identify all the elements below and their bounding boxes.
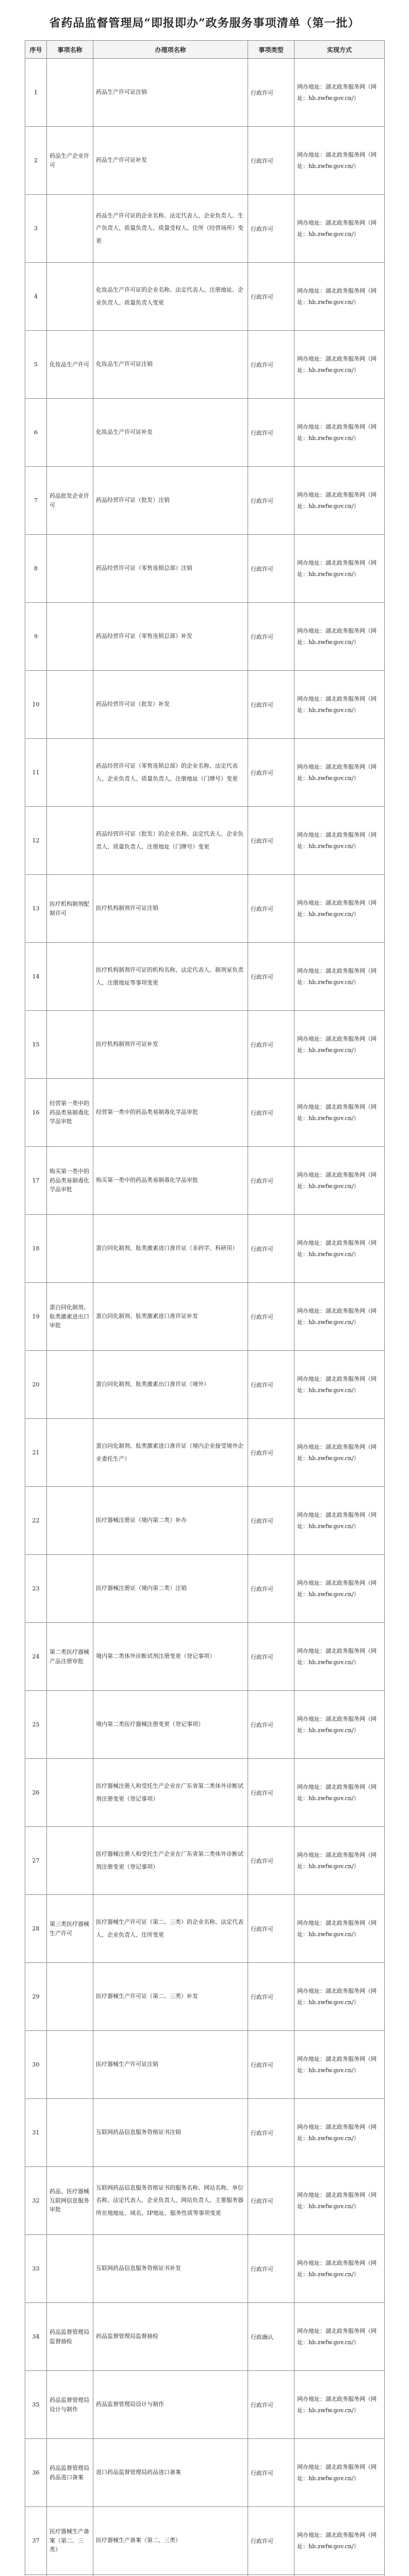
table-row bbox=[25, 2235, 385, 2303]
row-no: 29 bbox=[25, 1963, 47, 2031]
row-mode: 网办地址：湖北政务服务网（网址：hb.zwfw.gov.cn/） bbox=[295, 807, 385, 875]
row-type: 行政许可 bbox=[248, 1215, 295, 1283]
row-item: 医疗机构制剂许可证补发 bbox=[93, 1011, 248, 1079]
row-no: 30 bbox=[25, 2031, 47, 2099]
row-item: 医疗器械注册人和受托生产企业在广东省第二类体外诊断试剂注册变更（登记事项） bbox=[93, 1759, 248, 1827]
row-item: 药品生产许可证补发 bbox=[93, 127, 248, 195]
row-category: 药品批发企业许可 bbox=[47, 467, 93, 535]
row-no: 17 bbox=[25, 1147, 47, 1215]
row-type: 行政许可 bbox=[248, 739, 295, 807]
row-category bbox=[47, 603, 93, 671]
row-item: 药品经营许可证（批发）补发 bbox=[93, 671, 248, 739]
table-row bbox=[25, 2371, 385, 2439]
header-type: 事项类型 bbox=[248, 41, 295, 59]
row-type: 行政许可 bbox=[248, 2439, 295, 2507]
row-no: 2 bbox=[25, 127, 47, 195]
row-item: 药品监督管理局监督抽检 bbox=[93, 2303, 248, 2371]
row-type: 行政许可 bbox=[248, 1691, 295, 1759]
row-mode: 网办地址：湖北政务服务网（网址：hb.zwfw.gov.cn/） bbox=[295, 127, 385, 195]
row-no: 4 bbox=[25, 263, 47, 331]
row-mode: 网办地址：湖北政务服务网（网址：hb.zwfw.gov.cn/） bbox=[295, 2235, 385, 2303]
row-no: 18 bbox=[25, 1215, 47, 1283]
row-category bbox=[47, 1351, 93, 1419]
row-item: 蛋白同化制剂、肽类激素进口准许证（境内企业接受境外企业委托生产） bbox=[93, 1419, 248, 1487]
row-category bbox=[47, 1759, 93, 1827]
row-no: 25 bbox=[25, 1691, 47, 1759]
row-type: 行政许可 bbox=[248, 2031, 295, 2099]
row-category bbox=[47, 1827, 93, 1895]
table-row bbox=[25, 1759, 385, 1827]
row-category bbox=[47, 1215, 93, 1283]
row-mode: 网办地址：湖北政务服务网（网址：hb.zwfw.gov.cn/） bbox=[295, 195, 385, 263]
table-row bbox=[25, 1487, 385, 1555]
row-category bbox=[47, 2235, 93, 2303]
table-row bbox=[25, 399, 385, 467]
row-type: 行政许可 bbox=[248, 875, 295, 943]
row-type: 行政许可 bbox=[248, 1283, 295, 1351]
row-category: 药品生产企业许可 bbox=[47, 127, 93, 195]
row-item: 蛋白同化制剂、肽类激素进口准许证（非药学、科研用） bbox=[93, 1215, 248, 1283]
row-no: 20 bbox=[25, 1351, 47, 1419]
row-no: 10 bbox=[25, 671, 47, 739]
row-category: 医疗器械生产备案（第二、三类） bbox=[47, 2507, 93, 2575]
row-item: 医疗机构制剂许可证注销 bbox=[93, 875, 248, 943]
row-no: 19 bbox=[25, 1283, 47, 1351]
table-row bbox=[25, 739, 385, 807]
table-row bbox=[25, 195, 385, 263]
row-mode: 网办地址：湖北政务服务网（网址：hb.zwfw.gov.cn/） bbox=[295, 1011, 385, 1079]
table-row bbox=[25, 671, 385, 739]
row-category bbox=[47, 2031, 93, 2099]
row-no: 7 bbox=[25, 467, 47, 535]
table-row bbox=[25, 1079, 385, 1147]
row-no: 36 bbox=[25, 2439, 47, 2507]
row-category bbox=[47, 535, 93, 603]
row-category: 第二类医疗器械产品注册审批 bbox=[47, 1623, 93, 1691]
row-type: 行政许可 bbox=[248, 1079, 295, 1147]
table-row bbox=[25, 59, 385, 127]
row-category bbox=[47, 1963, 93, 2031]
row-type: 行政许可 bbox=[248, 1011, 295, 1079]
row-item: 互联网药品信息服务资格证书补发 bbox=[93, 2235, 248, 2303]
table-row bbox=[25, 1283, 385, 1351]
row-mode: 网办地址：湖北政务服务网（网址：hb.zwfw.gov.cn/） bbox=[295, 1555, 385, 1623]
table-row bbox=[25, 807, 385, 875]
row-item: 医疗器械注册人和受托生产企业在广东省第二类体外诊断试剂注册变更（登记事项） bbox=[93, 1827, 248, 1895]
row-item: 药品经营许可证（零售连锁总部）补发 bbox=[93, 603, 248, 671]
header-no: 序号 bbox=[25, 41, 47, 59]
row-mode: 网办地址：湖北政务服务网（网址：hb.zwfw.gov.cn/） bbox=[295, 2371, 385, 2439]
table-header-row bbox=[25, 41, 385, 59]
row-category bbox=[47, 399, 93, 467]
row-no: 15 bbox=[25, 1011, 47, 1079]
row-no: 24 bbox=[25, 1623, 47, 1691]
row-type: 行政许可 bbox=[248, 127, 295, 195]
row-no: 1 bbox=[25, 59, 47, 127]
row-item: 药品监督管理局设计与制作 bbox=[93, 2371, 248, 2439]
row-no: 34 bbox=[25, 2303, 47, 2371]
row-mode: 网办地址：湖北政务服务网（网址：hb.zwfw.gov.cn/） bbox=[295, 2439, 385, 2507]
row-no: 31 bbox=[25, 2099, 47, 2167]
table-row bbox=[25, 943, 385, 1011]
row-mode: 网办地址：湖北政务服务网（网址：hb.zwfw.gov.cn/） bbox=[295, 263, 385, 331]
row-mode: 网办地址：湖北政务服务网（网址：hb.zwfw.gov.cn/） bbox=[295, 1827, 385, 1895]
row-no: 11 bbox=[25, 739, 47, 807]
row-item: 境内第二类体外诊断试剂注册变更（登记事项） bbox=[93, 1623, 248, 1691]
table-row bbox=[25, 875, 385, 943]
row-type: 行政许可 bbox=[248, 2507, 295, 2575]
row-mode: 网办地址：湖北政务服务网（网址：hb.zwfw.gov.cn/） bbox=[295, 671, 385, 739]
row-item: 医疗器械生产许可证注销 bbox=[93, 2031, 248, 2099]
row-type: 行政许可 bbox=[248, 1147, 295, 1215]
row-mode: 网办地址：湖北政务服务网（网址：hb.zwfw.gov.cn/） bbox=[295, 603, 385, 671]
row-type: 行政许可 bbox=[248, 603, 295, 671]
row-no: 37 bbox=[25, 2507, 47, 2575]
row-category: 蛋白同化制剂、肽类激素进出口审批 bbox=[47, 1283, 93, 1351]
row-mode: 网办地址：湖北政务服务网（网址：hb.zwfw.gov.cn/） bbox=[295, 2167, 385, 2235]
row-item: 化妆品生产许可证的企业名称、法定代表人、注册地址、企业负责人、质量负责人变更 bbox=[93, 263, 248, 331]
row-item: 购买第一类中的药品类易制毒化学品审批 bbox=[93, 1147, 248, 1215]
row-mode: 网办地址：湖北政务服务网（网址：hb.zwfw.gov.cn/） bbox=[295, 399, 385, 467]
row-type: 行政许可 bbox=[248, 1759, 295, 1827]
row-no: 13 bbox=[25, 875, 47, 943]
row-type: 行政许可 bbox=[248, 2099, 295, 2167]
row-no: 16 bbox=[25, 1079, 47, 1147]
page-title: 省药品监督管理局“即报即办”政务服务事项清单（第一批） bbox=[49, 16, 360, 30]
row-mode: 网办地址：湖北政务服务网（网址：hb.zwfw.gov.cn/） bbox=[295, 535, 385, 603]
row-mode: 网办地址：湖北政务服务网（网址：hb.zwfw.gov.cn/） bbox=[295, 1623, 385, 1691]
table-row bbox=[25, 1351, 385, 1419]
row-mode: 网办地址：湖北政务服务网（网址：hb.zwfw.gov.cn/） bbox=[295, 1691, 385, 1759]
row-no: 22 bbox=[25, 1487, 47, 1555]
row-category bbox=[47, 739, 93, 807]
row-mode: 网办地址：湖北政务服务网（网址：hb.zwfw.gov.cn/） bbox=[295, 2507, 385, 2575]
table-row bbox=[25, 263, 385, 331]
row-mode: 网办地址：湖北政务服务网（网址：hb.zwfw.gov.cn/） bbox=[295, 739, 385, 807]
row-mode: 网办地址：湖北政务服务网（网址：hb.zwfw.gov.cn/） bbox=[295, 2031, 385, 2099]
row-item: 医疗器械注册证（境内第二类）补办 bbox=[93, 1487, 248, 1555]
table-row bbox=[25, 1963, 385, 2031]
row-category: 化妆品生产许可 bbox=[47, 331, 93, 399]
table-row bbox=[25, 2167, 385, 2235]
row-mode: 网办地址：湖北政务服务网（网址：hb.zwfw.gov.cn/） bbox=[295, 943, 385, 1011]
row-no: 9 bbox=[25, 603, 47, 671]
row-no: 6 bbox=[25, 399, 47, 467]
row-item: 互联网药品信息服务资格证书的服务名称、网站名称、单位名称、法定代表人、企业负责人、网站负责人、主要服务器所在地地址、域名、IP地址、服务性质等事项变更 bbox=[93, 2167, 248, 2235]
row-type: 行政许可 bbox=[248, 331, 295, 399]
row-item: 化妆品生产许可证注销 bbox=[93, 331, 248, 399]
row-mode: 网办地址：湖北政务服务网（网址：hb.zwfw.gov.cn/） bbox=[295, 1147, 385, 1215]
row-mode: 网办地址：湖北政务服务网（网址：hb.zwfw.gov.cn/） bbox=[295, 1283, 385, 1351]
row-type: 行政许可 bbox=[248, 1963, 295, 2031]
table-row bbox=[25, 1555, 385, 1623]
row-mode: 网办地址：湖北政务服务网（网址：hb.zwfw.gov.cn/） bbox=[295, 1759, 385, 1827]
row-mode: 网办地址：湖北政务服务网（网址：hb.zwfw.gov.cn/） bbox=[295, 875, 385, 943]
row-no: 12 bbox=[25, 807, 47, 875]
row-mode: 网办地址：湖北政务服务网（网址：hb.zwfw.gov.cn/） bbox=[295, 1079, 385, 1147]
table-row bbox=[25, 1147, 385, 1215]
row-category: 药品监督管理局设计与制作 bbox=[47, 2371, 93, 2439]
row-type: 行政许可 bbox=[248, 1895, 295, 1963]
header-category: 事项名称 bbox=[47, 41, 93, 59]
row-no: 8 bbox=[25, 535, 47, 603]
row-mode: 网办地址：湖北政务服务网（网址：hb.zwfw.gov.cn/） bbox=[295, 1487, 385, 1555]
row-category bbox=[47, 263, 93, 331]
row-type: 行政许可 bbox=[248, 2167, 295, 2235]
row-item: 医疗机构制剂许可证的机构名称、法定代表人、制剂室负责人、注册地址等事项变更 bbox=[93, 943, 248, 1011]
row-item: 药品经营许可证（批发）的企业名称、法定代表人、企业负责人、质量负责人、注册地址（门牌号）变更 bbox=[93, 807, 248, 875]
row-item: 药品生产许可证注销 bbox=[93, 59, 248, 127]
service-items-table bbox=[25, 40, 385, 2576]
row-type: 行政许可 bbox=[248, 2235, 295, 2303]
row-no: 3 bbox=[25, 195, 47, 263]
table-row bbox=[25, 1691, 385, 1759]
row-no: 5 bbox=[25, 331, 47, 399]
table-row bbox=[25, 1623, 385, 1691]
row-type: 行政许可 bbox=[248, 1419, 295, 1487]
row-mode: 网办地址：湖北政务服务网（网址：hb.zwfw.gov.cn/） bbox=[295, 1215, 385, 1283]
row-no: 14 bbox=[25, 943, 47, 1011]
table-row bbox=[25, 2031, 385, 2099]
row-item: 医疗器械生产许可证（第二、三类）的企业名称、法定代表人、企业负责人、住所变更 bbox=[93, 1895, 248, 1963]
row-item: 互联网药品信息服务资格证书注销 bbox=[93, 2099, 248, 2167]
row-type: 行政许可 bbox=[248, 195, 295, 263]
row-mode: 网办地址：湖北政务服务网（网址：hb.zwfw.gov.cn/） bbox=[295, 1963, 385, 2031]
table-row bbox=[25, 1895, 385, 1963]
row-type: 行政许可 bbox=[248, 59, 295, 127]
row-no: 26 bbox=[25, 1759, 47, 1827]
row-item: 药品经营许可证（批发）注销 bbox=[93, 467, 248, 535]
row-type: 行政许可 bbox=[248, 467, 295, 535]
row-no: 35 bbox=[25, 2371, 47, 2439]
row-item: 医疗器械生产备案（第二、三类） bbox=[93, 2507, 248, 2575]
row-item: 药品经营许可证（零售连锁总部）注销 bbox=[93, 535, 248, 603]
row-mode: 网办地址：湖北政务服务网（网址：hb.zwfw.gov.cn/） bbox=[295, 1419, 385, 1487]
row-item: 药品生产许可证的企业名称、法定代表人、企业负责人、生产负责人、质量负责人、质量受权人、住所（经营场所）变更 bbox=[93, 195, 248, 263]
table-row bbox=[25, 603, 385, 671]
row-type: 行政许可 bbox=[248, 263, 295, 331]
row-category: 经营第一类中的药品类易制毒化学品审批 bbox=[47, 1079, 93, 1147]
row-item: 蛋白同化制剂、肽类激素进口准许证补发 bbox=[93, 1283, 248, 1351]
header-item: 办理项名称 bbox=[93, 41, 248, 59]
row-item: 化妆品生产许可证补发 bbox=[93, 399, 248, 467]
row-type: 行政许可 bbox=[248, 1623, 295, 1691]
row-item: 药品经营许可证（零售连锁总部）的企业名称、法定代表人、企业负责人、质量负责人、注册地址（门牌号）变更 bbox=[93, 739, 248, 807]
row-mode: 网办地址：湖北政务服务网（网址：hb.zwfw.gov.cn/） bbox=[295, 331, 385, 399]
table-row bbox=[25, 2303, 385, 2371]
row-category: 药品监督管理局药品进口备案 bbox=[47, 2439, 93, 2507]
row-mode: 网办地址：湖北政务服务网（网址：hb.zwfw.gov.cn/） bbox=[295, 2303, 385, 2371]
row-category: 购买第一类中的药品类易制毒化学品审批 bbox=[47, 1147, 93, 1215]
row-item: 进口药品监督管理局药品进口备案 bbox=[93, 2439, 248, 2507]
row-category bbox=[47, 943, 93, 1011]
row-category: 医疗机构制剂配制许可 bbox=[47, 875, 93, 943]
row-mode: 网办地址：湖北政务服务网（网址：hb.zwfw.gov.cn/） bbox=[295, 1895, 385, 1963]
table-row bbox=[25, 1011, 385, 1079]
row-item: 境内第二类医疗器械注册变更（登记事项） bbox=[93, 1691, 248, 1759]
table-row bbox=[25, 1827, 385, 1895]
row-category bbox=[47, 1487, 93, 1555]
row-type: 行政许可 bbox=[248, 1555, 295, 1623]
header-mode: 实现方式 bbox=[295, 41, 385, 59]
row-category bbox=[47, 807, 93, 875]
row-type: 行政许可 bbox=[248, 399, 295, 467]
row-type: 行政许可 bbox=[248, 671, 295, 739]
row-item: 医疗器械注册证（境内第二类）注销 bbox=[93, 1555, 248, 1623]
row-category bbox=[47, 1419, 93, 1487]
row-category bbox=[47, 1555, 93, 1623]
row-category: 药品、医疗器械互联网信息服务审批 bbox=[47, 2167, 93, 2235]
row-type: 行政许可 bbox=[248, 1827, 295, 1895]
table-row bbox=[25, 1215, 385, 1283]
row-no: 28 bbox=[25, 1895, 47, 1963]
row-category bbox=[47, 59, 93, 127]
row-type: 行政许可 bbox=[248, 1351, 295, 1419]
row-item: 蛋白同化制剂、肽类激素出口准许证（境外） bbox=[93, 1351, 248, 1419]
row-category: 第三类医疗器械生产许可 bbox=[47, 1895, 93, 1963]
table-row bbox=[25, 2099, 385, 2167]
row-type: 行政确认 bbox=[248, 2303, 295, 2371]
row-mode: 网办地址：湖北政务服务网（网址：hb.zwfw.gov.cn/） bbox=[295, 59, 385, 127]
table-row bbox=[25, 467, 385, 535]
row-no: 27 bbox=[25, 1827, 47, 1895]
row-type: 行政许可 bbox=[248, 943, 295, 1011]
row-category bbox=[47, 671, 93, 739]
row-category bbox=[47, 1011, 93, 1079]
row-category bbox=[47, 195, 93, 263]
table-row bbox=[25, 127, 385, 195]
row-type: 行政许可 bbox=[248, 1487, 295, 1555]
row-category: 药品监督管理局监督抽检 bbox=[47, 2303, 93, 2371]
row-type: 行政许可 bbox=[248, 807, 295, 875]
table-row bbox=[25, 535, 385, 603]
row-item: 经营第一类中的药品类易制毒化学品审批 bbox=[93, 1079, 248, 1147]
table-row bbox=[25, 2507, 385, 2575]
row-no: 32 bbox=[25, 2167, 47, 2235]
table-row bbox=[25, 2439, 385, 2507]
row-category bbox=[47, 1691, 93, 1759]
row-type: 行政许可 bbox=[248, 535, 295, 603]
table-row bbox=[25, 331, 385, 399]
row-category bbox=[47, 2099, 93, 2167]
row-no: 21 bbox=[25, 1419, 47, 1487]
row-no: 33 bbox=[25, 2235, 47, 2303]
row-mode: 网办地址：湖北政务服务网（网址：hb.zwfw.gov.cn/） bbox=[295, 467, 385, 535]
row-mode: 网办地址：湖北政务服务网（网址：hb.zwfw.gov.cn/） bbox=[295, 2099, 385, 2167]
row-no: 23 bbox=[25, 1555, 47, 1623]
row-mode: 网办地址：湖北政务服务网（网址：hb.zwfw.gov.cn/） bbox=[295, 1351, 385, 1419]
row-type: 行政许可 bbox=[248, 2371, 295, 2439]
row-item: 医疗器械生产许可证（第二、三类）补发 bbox=[93, 1963, 248, 2031]
table-row bbox=[25, 1419, 385, 1487]
